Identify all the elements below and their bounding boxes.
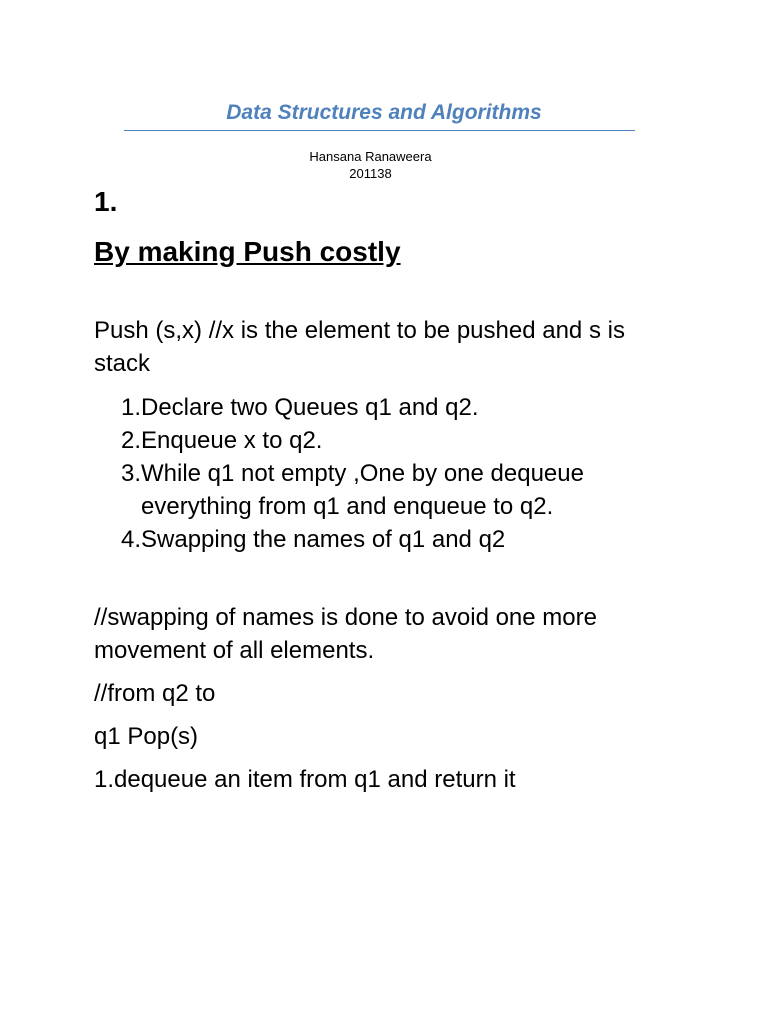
from-note: //from q2 to <box>94 680 216 707</box>
step-text: Declare two Queues q1 and q2. <box>141 394 479 421</box>
push-signature: Push (s,x) //x is the element to be pushed and s is stack <box>94 317 625 377</box>
list-item <box>94 424 614 457</box>
step-text: Enqueue x to q2. <box>141 427 323 454</box>
list-item <box>94 457 614 523</box>
step-number: 3. <box>120 460 141 487</box>
list-item <box>94 391 614 424</box>
step-text: While q1 not empty ,One by one dequeue everything from q1 and enqueue to q2. <box>141 460 584 520</box>
push-steps-list <box>94 391 614 556</box>
step-number: 4. <box>120 526 141 553</box>
document-title: Data Structures and Algorithms <box>226 101 542 124</box>
pop-signature: q1 Pop(s) <box>94 723 199 750</box>
list-item <box>94 523 614 556</box>
question-number: 1. <box>94 186 118 217</box>
step-text: Swapping the names of q1 and q2 <box>141 526 506 553</box>
section-heading: By making Push costly <box>94 236 401 267</box>
swap-note: //swapping of names is done to avoid one more movement of all elements. <box>94 604 597 664</box>
student-id: 201138 <box>349 166 392 181</box>
title-divider <box>124 130 635 131</box>
step-number: 2. <box>120 427 141 454</box>
pop-step: 1.dequeue an item from q1 and return it <box>94 766 516 793</box>
step-number: 1. <box>120 394 141 421</box>
author-name: Hansana Ranaweera <box>309 149 432 164</box>
